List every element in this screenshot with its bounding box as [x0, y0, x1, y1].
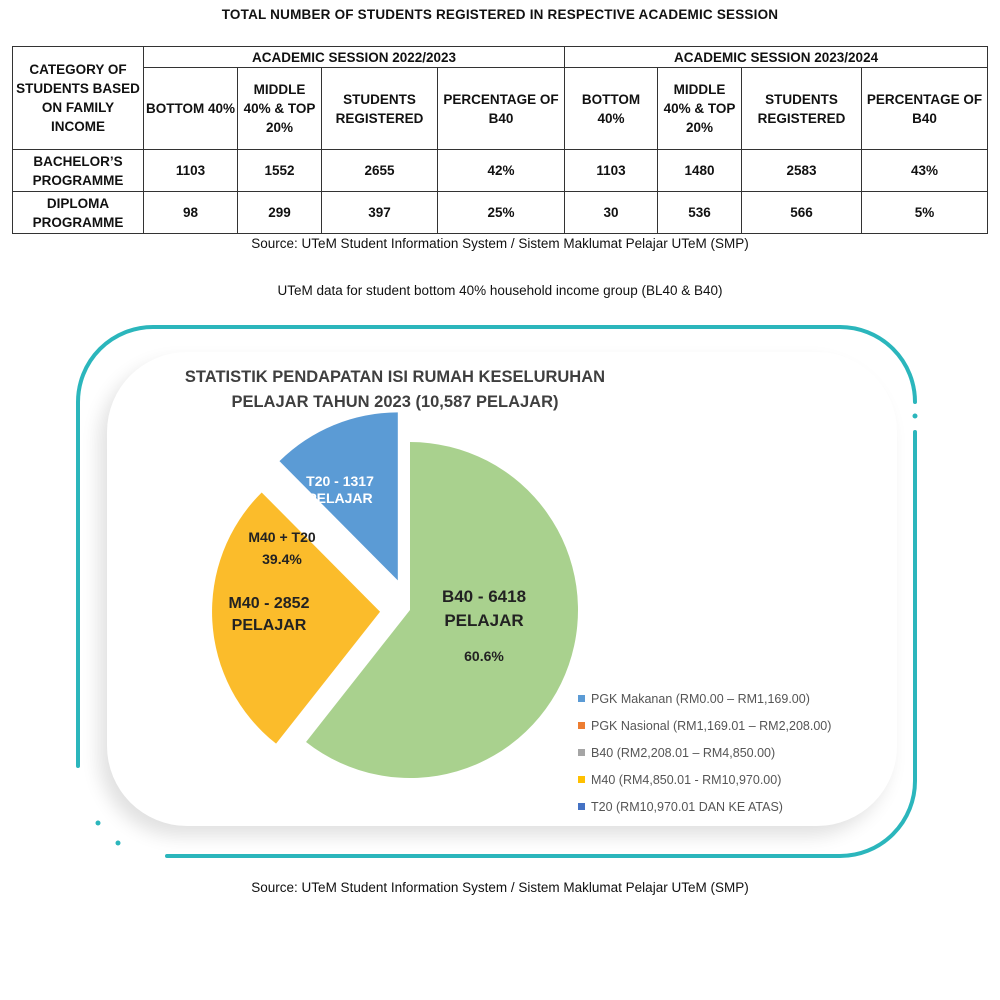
chart-source: Source: UTeM Student Information System / Sistem Maklumat Pelajar UTeM (SMP): [251, 880, 749, 895]
legend-label: PGK Makanan (RM0.00 – RM1,169.00): [591, 691, 810, 706]
legend-label: PGK Nasional (RM1,169.01 – RM2,208.00): [591, 718, 832, 733]
table-source: Source: UTeM Student Information System / Sistem Maklumat Pelajar UTeM (SMP): [251, 236, 749, 251]
chart-subtitle: PELAJAR TAHUN 2023 (10,587 PELAJAR): [231, 393, 559, 411]
chart-caption: UTeM data for student bottom 40% household income group (BL40 & B40): [277, 283, 723, 298]
column-header: BOTTOM 40%: [565, 68, 658, 150]
legend-item: [578, 685, 831, 712]
table-cell: 1103: [565, 150, 658, 192]
legend-item: [578, 712, 831, 739]
legend-item: [578, 766, 831, 793]
table-cell: 536: [658, 192, 742, 234]
column-header: MIDDLE 40% & TOP 20%: [238, 68, 322, 150]
document-title: TOTAL NUMBER OF STUDENTS REGISTERED IN RESPECTIVE ACADEMIC SESSION: [221, 7, 779, 22]
legend-label: B40 (RM2,208.01 – RM4,850.00): [591, 745, 776, 760]
table-cell: 25%: [438, 192, 565, 234]
table-cell: 299: [238, 192, 322, 234]
table-cell: 1103: [144, 150, 238, 192]
table-cell: 5%: [862, 192, 988, 234]
row-label: BACHELOR’S PROGRAMME: [13, 150, 144, 192]
legend-swatch: [578, 776, 585, 783]
b40-sublabel: PELAJAR: [444, 611, 524, 630]
legend-item: [578, 793, 831, 820]
m40-label: M40 - 2852: [228, 595, 310, 612]
table-cell: 98: [144, 192, 238, 234]
column-header: STUDENTS REGISTERED: [322, 68, 438, 150]
table-cell: 397: [322, 192, 438, 234]
column-header: PERCENTAGE OF B40: [862, 68, 988, 150]
legend-swatch: [578, 749, 585, 756]
table-cell: 43%: [862, 150, 988, 192]
t20-label: T20 - 1317: [306, 473, 374, 489]
table-cell: 566: [742, 192, 862, 234]
m40-sublabel: PELAJAR: [231, 617, 307, 634]
row-label: DIPLOMA PROGRAMME: [13, 192, 144, 234]
table-cell: 42%: [438, 150, 565, 192]
legend-swatch: [578, 722, 585, 729]
b40-percent: 60.6%: [464, 648, 504, 664]
legend-label: T20 (RM10,970.01 DAN KE ATAS): [591, 799, 783, 814]
table-cell: 1480: [658, 150, 742, 192]
legend-label: M40 (RM4,850.01 - RM10,970.00): [591, 772, 782, 787]
column-header: BOTTOM 40%: [144, 68, 238, 150]
table-cell: 1552: [238, 150, 322, 192]
legend-item: [578, 739, 831, 766]
column-header: MIDDLE 40% & TOP 20%: [658, 68, 742, 150]
chart-title: STATISTIK PENDAPATAN ISI RUMAH KESELURUHAN: [184, 368, 606, 386]
table-cell: 2583: [742, 150, 862, 192]
combined-percent: 39.4%: [262, 551, 302, 567]
chart-legend: [578, 685, 831, 820]
column-header: STUDENTS REGISTERED: [742, 68, 862, 150]
table-cell: 2655: [322, 150, 438, 192]
category-header: CATEGORY OF STUDENTS BASED ON FAMILY INCOME: [13, 47, 144, 150]
session-header-2022: ACADEMIC SESSION 2022/2023: [144, 47, 565, 68]
legend-swatch: [578, 695, 585, 702]
b40-label: B40 - 6418: [441, 587, 527, 606]
session-header-2023: ACADEMIC SESSION 2023/2024: [565, 47, 988, 68]
t20-sublabel: PELAJAR: [307, 490, 373, 506]
column-header: PERCENTAGE OF B40: [438, 68, 565, 150]
legend-swatch: [578, 803, 585, 810]
table-cell: 30: [565, 192, 658, 234]
combined-label: M40 + T20: [248, 529, 316, 545]
